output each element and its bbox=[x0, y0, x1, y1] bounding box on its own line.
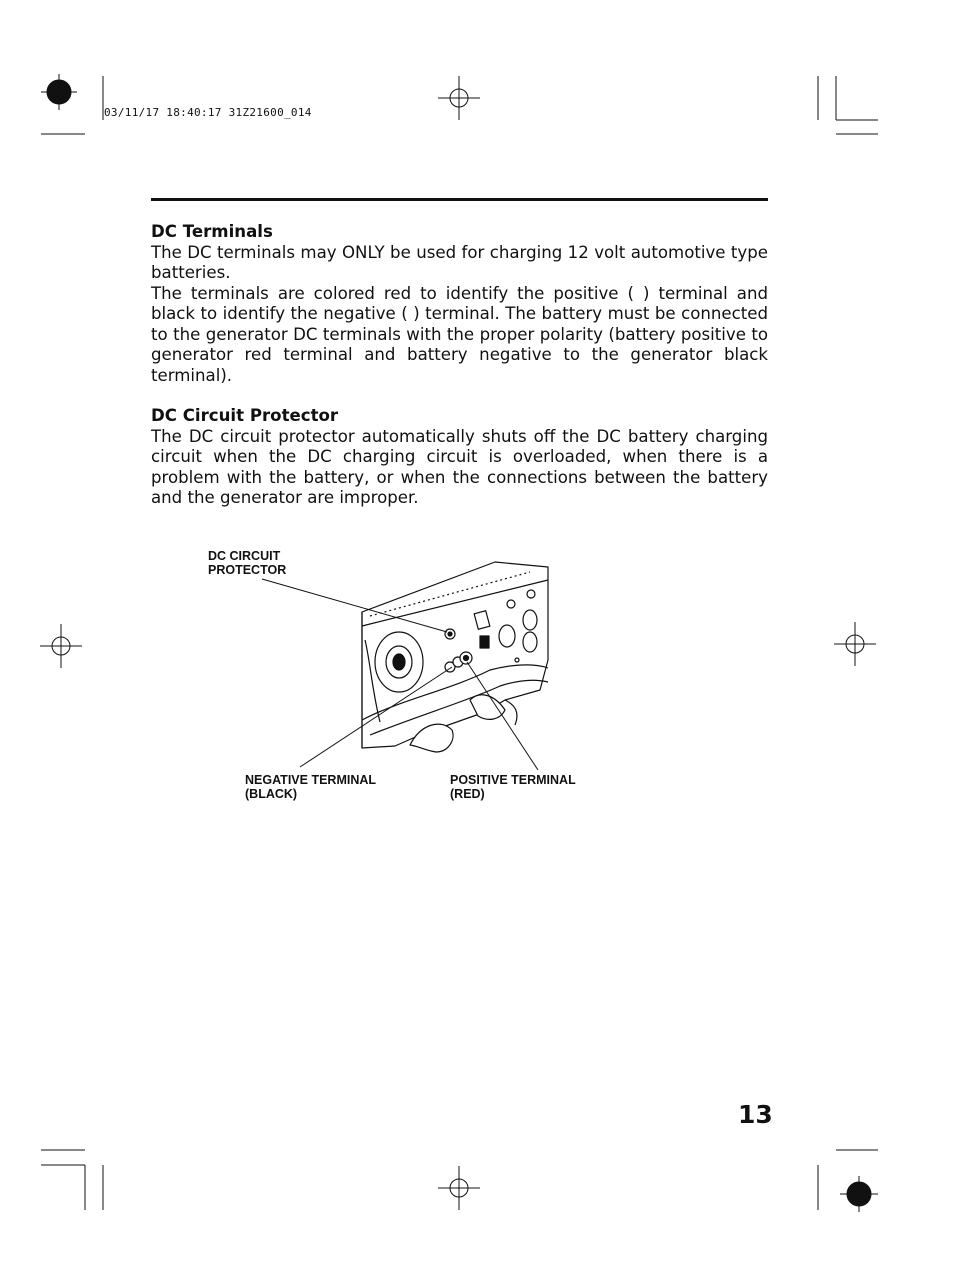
callout-dc-circuit-protector: DC CIRCUIT PROTECTOR bbox=[208, 549, 287, 577]
callout-negative-terminal: NEGATIVE TERMINAL (BLACK) bbox=[245, 773, 377, 801]
paragraph: The DC circuit protector automatically shuts off the DC battery charging circuit when the DC charging circuit is overloaded, when there is a problem with the battery, or when the connections between the battery and the generator are improper. bbox=[151, 426, 768, 507]
page-number: 13 bbox=[738, 1100, 773, 1129]
paragraph: The DC terminals may ONLY be used for charging 12 volt automotive type batteries. bbox=[151, 242, 768, 282]
print-timestamp: 03/11/17 18:40:17 31Z21600_014 bbox=[104, 106, 312, 119]
paragraph: The terminals are colored red to identify the positive ( ) terminal and black to identify the negative ( ) terminal. The battery must be connected to the generator DC terminals with the proper polarity (battery positive to generator red terminal and battery negative to the generator black terminal). bbox=[151, 283, 768, 385]
section-heading-dc-terminals: DC Terminals bbox=[151, 222, 273, 241]
section-heading-dc-circuit-protector: DC Circuit Protector bbox=[151, 406, 339, 425]
callout-positive-terminal: POSITIVE TERMINAL (RED) bbox=[450, 773, 576, 801]
